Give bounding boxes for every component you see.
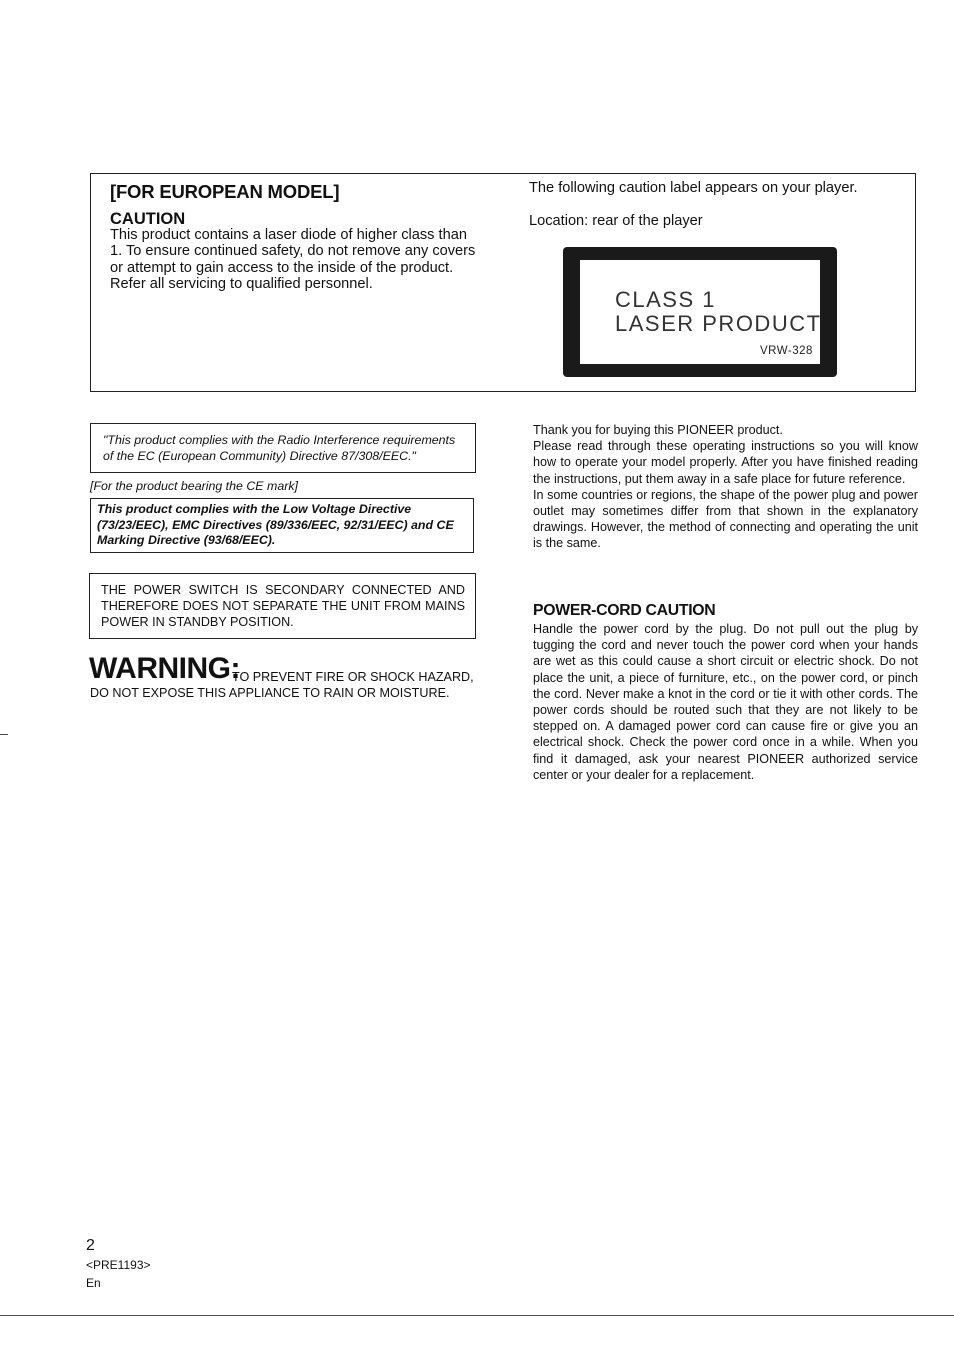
label-location-text: Location: rear of the player (529, 213, 703, 229)
european-model-heading: [FOR EUROPEAN MODEL] (110, 181, 340, 202)
language-code: En (86, 1276, 101, 1290)
power-cord-heading: POWER-CORD CAUTION (533, 602, 716, 619)
power-switch-text: THE POWER SWITCH IS SECONDARY CONNECTED AND THEREFORE DOES NOT SEPARATE THE UNIT FROM MAINS POWER IN STANDBY POSITION. (101, 583, 465, 629)
radio-interference-text: "This product complies with the Radio Interference requirements of the EC (European Community) Directive 87/308/EEC." (103, 433, 456, 463)
laser-label-code: VRW-328 (760, 345, 813, 357)
caution-service-text: Refer all servicing to qualified personnel. (110, 275, 373, 292)
warning-text-line2: DO NOT EXPOSE THIS APPLIANCE TO RAIN OR MOISTURE. (90, 686, 450, 700)
warning-heading: WARNING: (89, 652, 240, 685)
bottom-divider (0, 1315, 954, 1316)
intro-section (533, 422, 918, 552)
laser-label-class: CLASS 1 (615, 287, 716, 312)
ce-mark-caption: [For the product bearing the CE mark] (90, 479, 298, 493)
intro-regions: In some countries or regions, the shape of the power plug and power outlet may sometimes differ from that shown in the explanatory drawings. However, the method of connecting and operating the unit is the same. (533, 487, 918, 551)
label-intro-text: The following caution label appears on your player. (529, 180, 858, 196)
laser-label-product: LASER PRODUCT (615, 311, 822, 336)
intro-thanks: Thank you for buying this PIONEER product. (533, 423, 783, 437)
warning-text-line1: TO PREVENT FIRE OR SHOCK HAZARD, (232, 670, 474, 684)
intro-read: Please read through these operating instructions so you will know how to operate your model properly. After you have finished reading the instructions, put them away in a safe place for future reference. (533, 439, 918, 486)
low-voltage-directive-text: This product complies with the Low Voltage Directive (73/23/EEC), EMC Directives (89/336/EEC, 92/31/EEC) and CE Marking Directive (93/68/EEC). (97, 502, 454, 548)
margin-tick-mark (0, 734, 8, 735)
caution-body (110, 227, 482, 292)
caution-text: This product contains a laser diode of higher class than 1. To ensure continued safety, do not remove any covers or attempt to gain access to the inside of the product. (110, 227, 476, 276)
caution-heading: CAUTION (110, 210, 186, 228)
power-cord-text: Handle the power cord by the plug. Do not pull out the plug by tugging the cord and never touch the power cord when your hands are wet as this could cause a short circuit or electric shock. Do not place the unit, a piece of furniture, etc., on the power cord, or pinch the cord. Never make a knot in the cord or tie it with other cords. The power cords should be routed such that they are not likely to be stepped on. A damaged power cord can cause fire or give you an electrical shock. Check the power cord once in a while. When you find it damaged, ask your nearest PIONEER authorized service center or your dealer for a replacement. (533, 622, 918, 782)
document-code: <PRE1193> (86, 1258, 151, 1272)
page-number: 2 (86, 1237, 95, 1254)
